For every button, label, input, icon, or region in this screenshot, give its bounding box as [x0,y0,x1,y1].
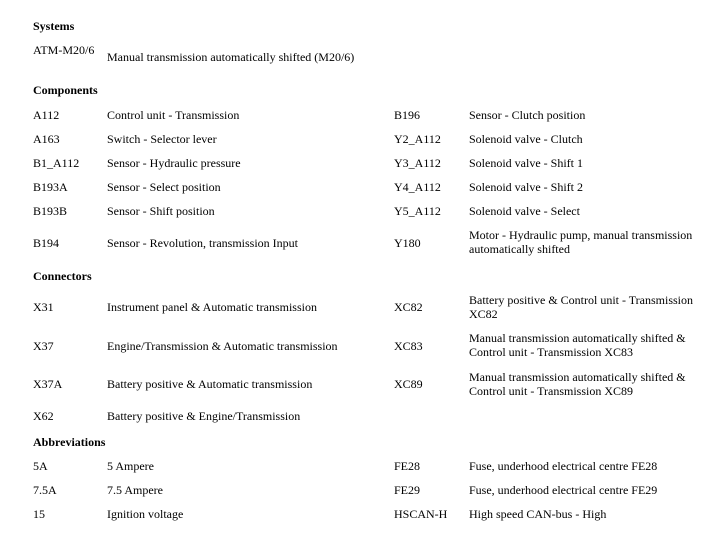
systems-heading: Systems [33,19,75,33]
component-desc: Solenoid valve - Shift 2 [469,180,583,194]
connector-code: XC82 [394,300,423,314]
component-desc: Sensor - Shift position [107,204,215,218]
connector-desc: Battery positive & Engine/Transmission [107,409,301,423]
component-desc: Solenoid valve - Select [469,204,580,218]
abbreviation-code: FE29 [394,483,421,497]
abbreviation-desc: 7.5 Ampere [107,483,163,497]
component-desc: Sensor - Revolution, transmission Input [107,236,298,250]
connector-code: X37 [33,339,54,353]
component-desc: Switch - Selector lever [107,132,217,146]
component-desc: Solenoid valve - Shift 1 [469,156,583,170]
abbreviation-code: FE28 [394,459,421,473]
connector-desc: Manual transmission automatically shifted & Control unit - Transmission XC83 [469,331,686,359]
connector-code: X31 [33,300,54,314]
abbreviation-desc: Fuse, underhood electrical centre FE29 [469,483,658,497]
component-code: Y3_A112 [394,156,441,170]
abbreviation-desc: Fuse, underhood electrical centre FE28 [469,459,658,473]
component-desc: Sensor - Clutch position [469,108,586,122]
component-code: B194 [33,236,60,250]
component-desc: Motor - Hydraulic pump, manual transmission automatically shifted [469,228,693,256]
component-code: Y4_A112 [394,180,441,194]
systems-desc: Manual transmission automatically shifted (M20/6) [107,50,355,64]
component-code: Y5_A112 [394,204,441,218]
component-desc: Sensor - Hydraulic pressure [107,156,241,170]
systems-code: ATM-M20/6 [33,43,95,57]
connector-desc: Engine/Transmission & Automatic transmission [107,339,338,353]
connector-desc: Battery positive & Control unit - Transmission XC82 [469,293,694,321]
connector-code: XC89 [394,377,423,391]
component-code: Y180 [394,236,421,250]
component-desc: Control unit - Transmission [107,108,240,122]
connector-desc: Manual transmission automatically shifted & Control unit - Transmission XC89 [469,370,686,398]
abbreviation-desc: 5 Ampere [107,459,154,473]
connectors-heading: Connectors [33,269,92,283]
abbreviation-code: 5A [33,459,48,473]
component-code: Y2_A112 [394,132,441,146]
connector-desc: Instrument panel & Automatic transmission [107,300,317,314]
abbreviation-desc: High speed CAN-bus - High [469,507,607,521]
component-desc: Solenoid valve - Clutch [469,132,583,146]
component-desc: Sensor - Select position [107,180,221,194]
connector-code: X62 [33,409,54,423]
components-heading: Components [33,83,98,97]
abbreviation-code: 7.5A [33,483,57,497]
connector-code: X37A [33,377,63,391]
abbreviation-desc: Ignition voltage [107,507,184,521]
connector-desc: Battery positive & Automatic transmission [107,377,313,391]
component-code: B196 [394,108,421,122]
abbreviation-code: 15 [33,507,45,521]
component-code: A112 [33,108,60,122]
component-code: B193B [33,204,68,218]
component-code: B1_A112 [33,156,80,170]
abbreviations-heading: Abbreviations [33,435,106,449]
connector-code: XC83 [394,339,423,353]
component-code: A163 [33,132,60,146]
abbreviation-code: HSCAN-H [394,507,448,521]
component-code: B193A [33,180,68,194]
